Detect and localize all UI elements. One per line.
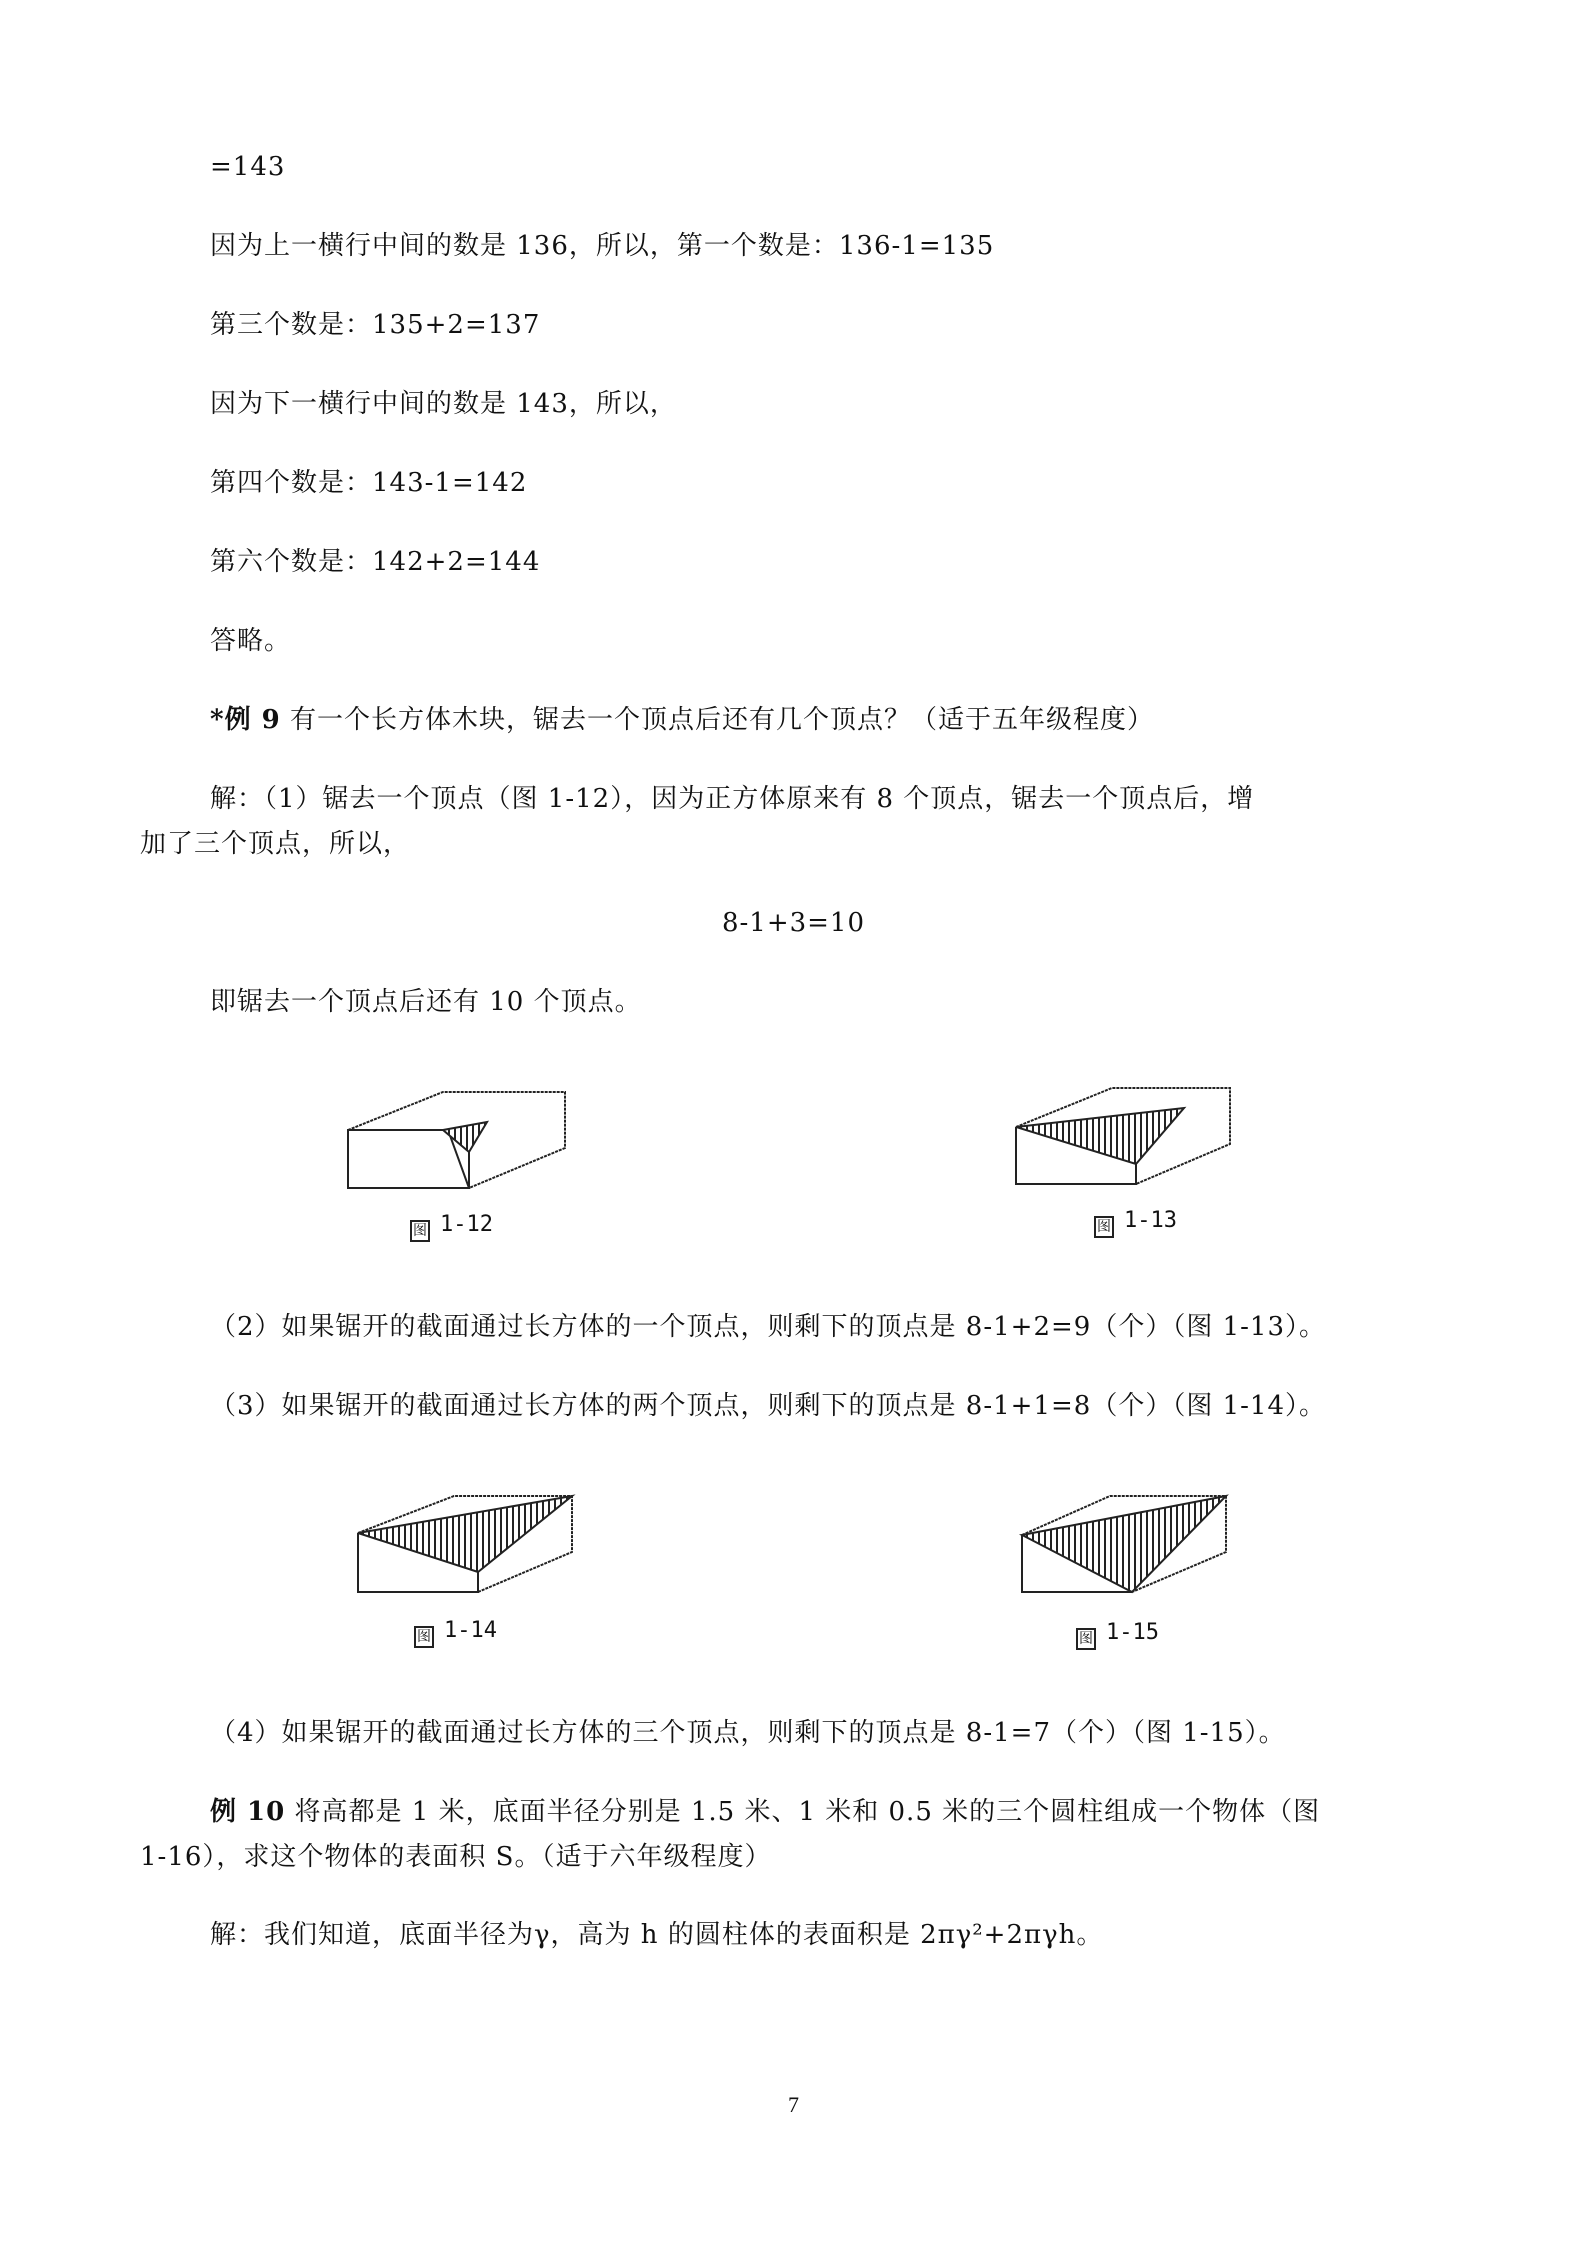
text-line: 第六个数是：142+2=144	[210, 547, 541, 577]
figure-caption	[414, 1618, 497, 1648]
example-question-continued: 1-16），求这个物体的表面积 S。（适于六年级程度）	[140, 1842, 772, 1872]
example-question: 将高都是 1 米，底面半径分别是 1.5 米、1 米和 0.5 米的三个圆柱组成一个物体（图	[285, 1797, 1321, 1827]
figure-glyph-icon: 图	[410, 1220, 430, 1242]
figure-glyph-icon: 图	[1094, 1216, 1114, 1238]
case-3-line: （3）如果锯开的截面通过长方体的两个顶点，则剩下的顶点是 8-1+1=8（个）（图 1-14）。	[210, 1391, 1327, 1421]
text-line: =143	[210, 152, 286, 182]
case-2-line: （2）如果锯开的截面通过长方体的一个顶点，则剩下的顶点是 8-1+2=9（个）（图 1-13）。	[210, 1312, 1327, 1342]
figure-number: 1-14	[444, 1618, 497, 1643]
figure-1-13-diagram	[1008, 1080, 1248, 1190]
example-question: 有一个长方体木块，锯去一个顶点后还有几个顶点？（适于五年级程度）	[280, 705, 1155, 735]
figure-glyph-icon: 图	[1076, 1628, 1096, 1650]
figure-caption	[1094, 1208, 1177, 1238]
example-label: *例 9	[210, 705, 281, 735]
figure-1-15-diagram	[1014, 1488, 1254, 1598]
solution-line: 解：（1）锯去一个顶点（图 1-12），因为正方体原来有 8 个顶点，锯去一个顶点后，增	[210, 784, 1255, 814]
example-9-heading	[210, 703, 1154, 737]
text-line: 第三个数是：135+2=137	[210, 310, 541, 340]
example-10-heading	[210, 1795, 1320, 1829]
solution-line: 解：我们知道，底面半径为γ，高为 h 的圆柱体的表面积是 2πγ²+2πγh。	[210, 1920, 1104, 1950]
figure-1-12-diagram	[340, 1080, 580, 1190]
figure-caption	[410, 1212, 493, 1242]
figure-number: 1-13	[1124, 1208, 1177, 1233]
text-line: 因为下一横行中间的数是 143，所以，	[210, 389, 677, 419]
formula: 8-1+3=10	[721, 908, 866, 938]
example-label: 例 10	[210, 1797, 286, 1827]
text-line: 答略。	[210, 626, 292, 656]
figure-1-14-diagram	[350, 1488, 590, 1598]
figure-number: 1-12	[440, 1212, 493, 1237]
case-4-line: （4）如果锯开的截面通过长方体的三个顶点，则剩下的顶点是 8-1=7（个）（图 1-15）。	[210, 1718, 1286, 1748]
figure-caption	[1076, 1620, 1159, 1650]
conclusion-line: 即锯去一个顶点后还有 10 个顶点。	[210, 987, 642, 1017]
solution-line: 加了三个顶点，所以，	[140, 829, 411, 859]
text-line: 因为上一横行中间的数是 136，所以，第一个数是：136-1=135	[210, 231, 995, 261]
figure-glyph-icon: 图	[414, 1626, 434, 1648]
text-line: 第四个数是：143-1=142	[210, 468, 528, 498]
page-number: 7	[788, 2092, 799, 2117]
figure-number: 1-15	[1106, 1620, 1159, 1645]
